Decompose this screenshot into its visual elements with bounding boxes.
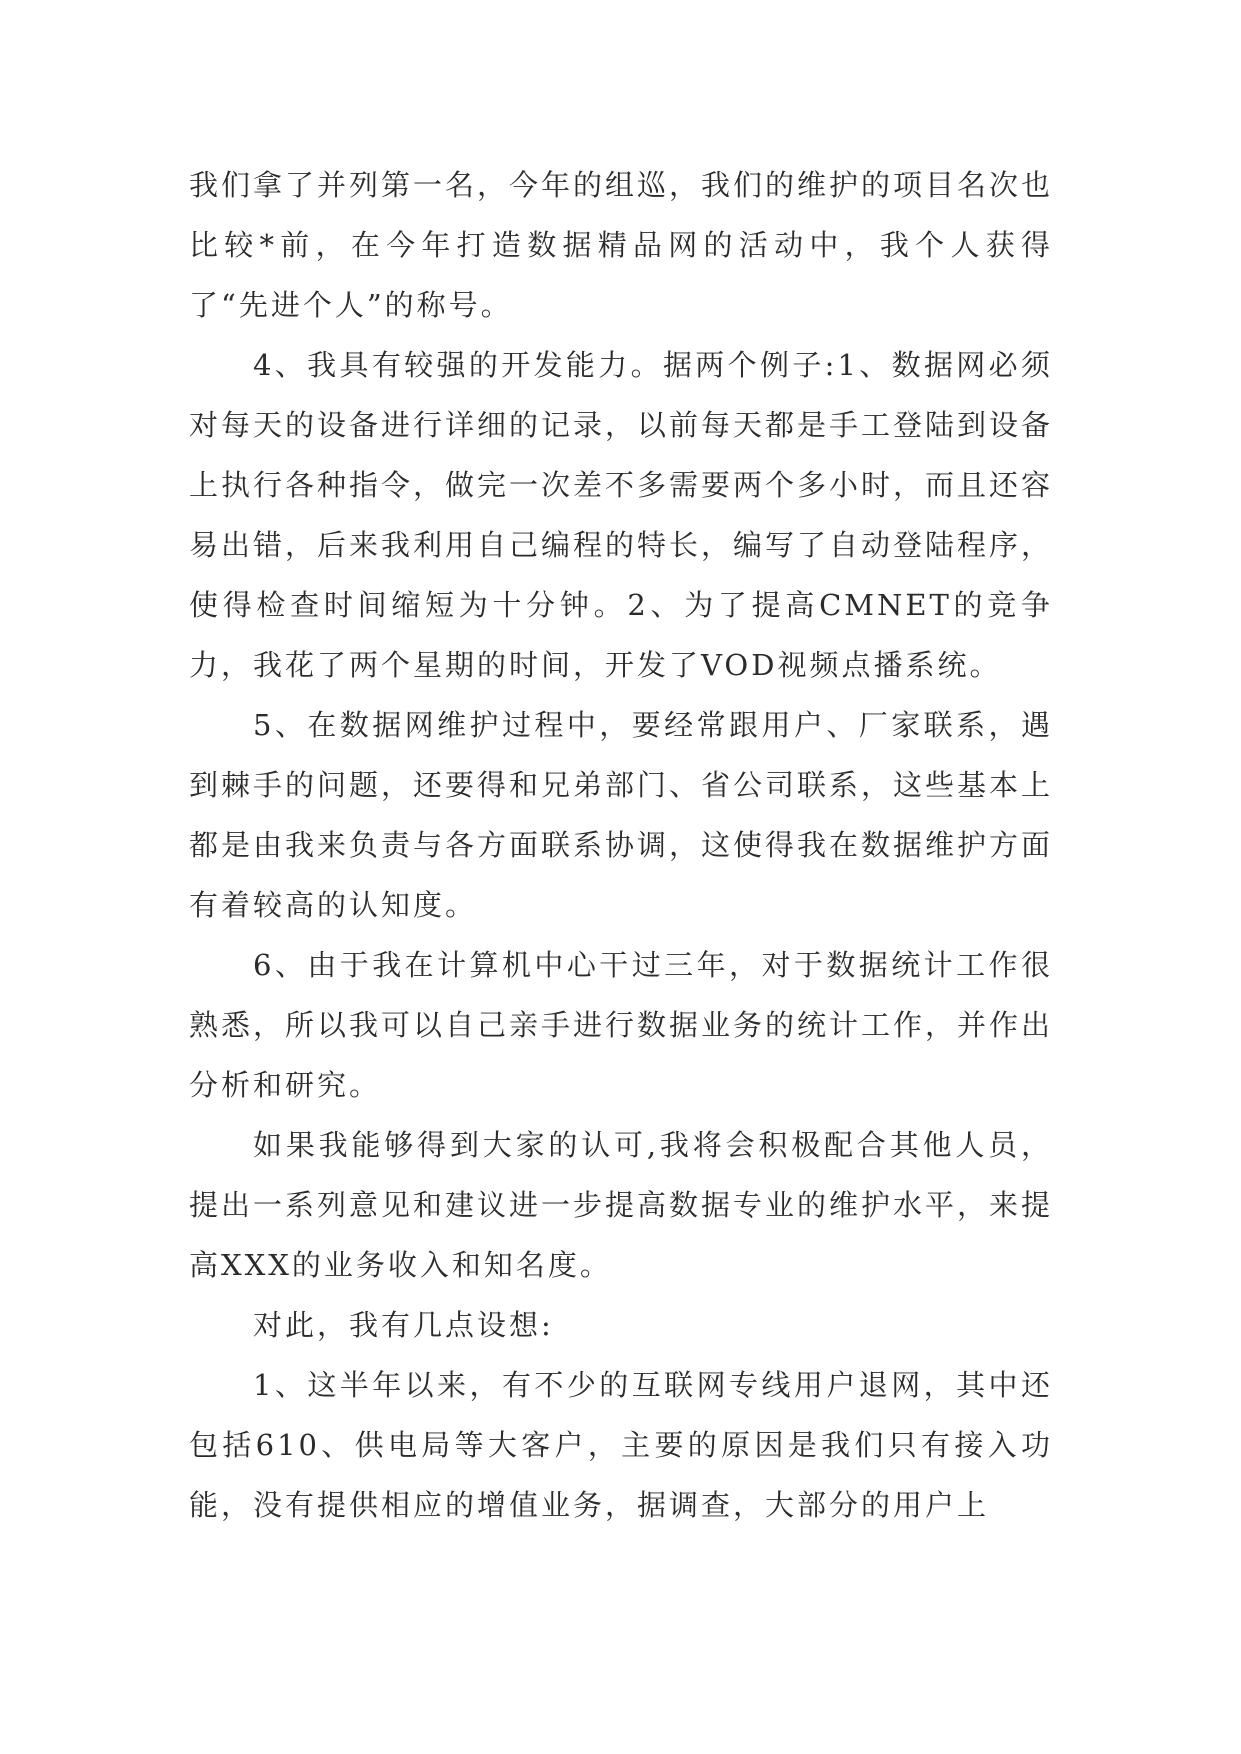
paragraph-item-6: 6、由于我在计算机中心干过三年，对于数据统计工作很熟悉，所以我可以自己亲手进行数据业务的统计工作，并作出分析和研究。: [189, 948, 1054, 1102]
paragraph-ideas-intro: 对此，我有几点设想:: [253, 1308, 554, 1342]
paragraph-item-5: 5、在数据网维护过程中，要经常跟用户、厂家联系，遇到棘手的问题，还要得和兄弟部门、省公司联系，这些基本上都是由我来负责与各方面联系协调，这使得我在数据维护方面有着较高的认知度。: [189, 708, 1054, 922]
paragraph-commitment: 如果我能够得到大家的认可,我将会积极配合其他人员，提出一系列意见和建议进一步提高数据专业的维护水平，来提高XXX的业务收入和知名度。: [189, 1128, 1054, 1282]
paragraph-idea-1: 1、这半年以来，有不少的互联网专线用户退网，其中还包括610、供电局等大客户，主要的原因是我们只有接入功能，没有提供相应的增值业务，据调查，大部分的用户上: [189, 1368, 1053, 1522]
paragraph-continuation: 我们拿了并列第一名，今年的组巡，我们的维护的项目名次也比较*前，在今年打造数据精品网的活动中，我个人获得了“先进个人”的称号。: [189, 168, 1054, 322]
paragraph-item-4: 4、我具有较强的开发能力。据两个例子:1、数据网必须对每天的设备进行详细的记录，以前每天都是手工登陆到设备上执行各种指令，做完一次差不多需要两个多小时，而且还容易出错，后来我利用自己编程的特长，编写了自动登陆程序，使得检查时间缩短为十分钟。2、为了提高CMNET的竞争力，我花了两个星期的时间，开发了VOD视频点播系统。: [189, 348, 1054, 682]
document-body: [189, 155, 1053, 1535]
